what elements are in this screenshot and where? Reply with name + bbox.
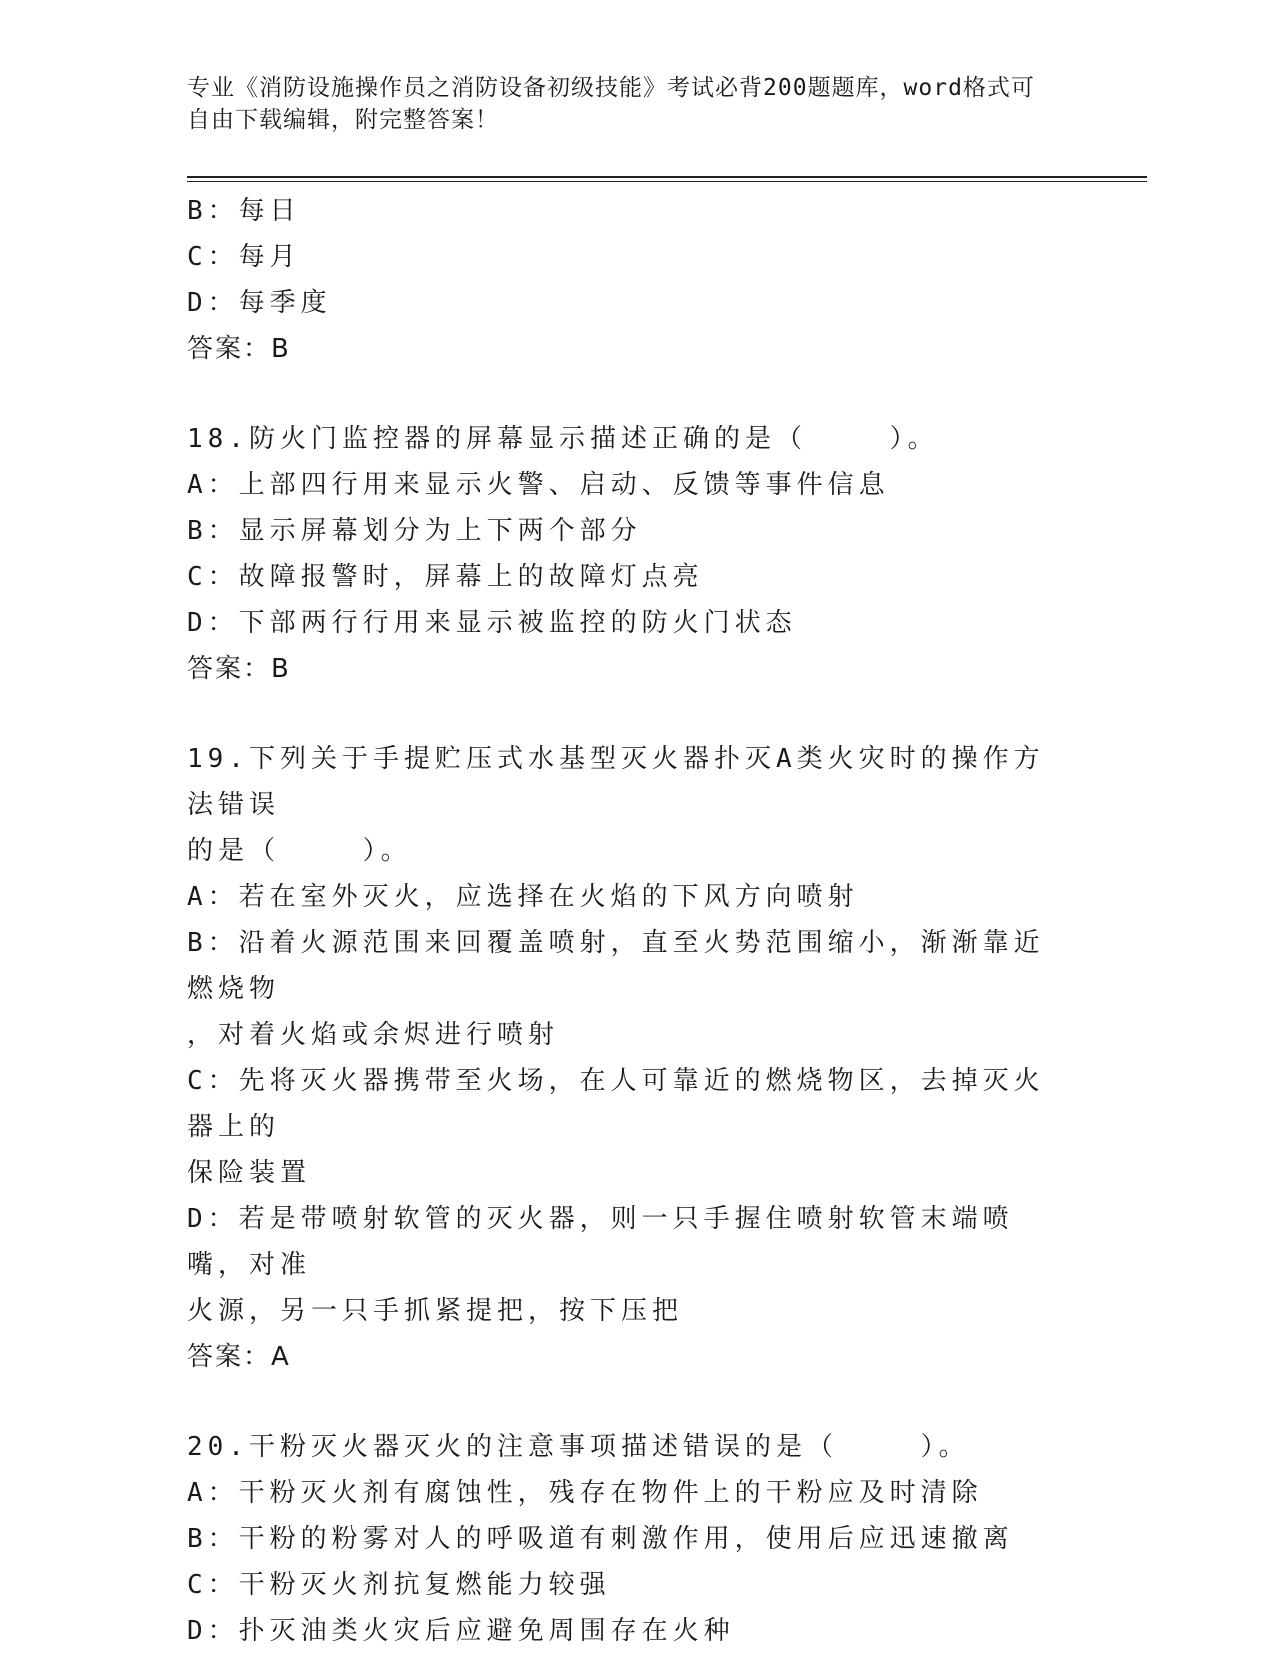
header-title-line-2: 自由下载编辑，附完整答案！ — [187, 107, 499, 133]
option-b-line-1: B：沿着火源范围来回覆盖喷射，直至火势范围缩小，渐渐靠近燃烧物 — [187, 928, 1045, 1004]
header-title-line-1: 专业《消防设施操作员之消防设备初级技能》考试必背200题题库，word格式可 — [187, 75, 1035, 101]
document-header — [187, 72, 1067, 136]
option-c: C：每月 — [187, 242, 301, 272]
option-c: C：故障报警时，屏幕上的故障灯点亮 — [187, 562, 704, 592]
option-a: A：干粉灭火剂有腐蚀性，残存在物件上的干粉应及时清除 — [187, 1478, 983, 1508]
option-c-line-1: C：先将灭火器携带至火场，在人可靠近的燃烧物区，去掉灭火器上的 — [187, 1066, 1045, 1142]
option-d: D：下部两行行用来显示被监控的防火门状态 — [187, 608, 797, 638]
question-19 — [187, 736, 1067, 1380]
question-list — [187, 188, 1067, 1654]
answer-label: 答案：B — [187, 334, 291, 364]
question-text-line-2: 的是（ ）。 — [187, 836, 412, 866]
option-d: D：每季度 — [187, 288, 332, 318]
option-a: A：上部四行用来显示火警、启动、反馈等事件信息 — [187, 470, 890, 500]
answer-label: 答案：B — [187, 654, 291, 684]
option-c: C：干粉灭火剂抗复燃能力较强 — [187, 1570, 611, 1600]
question-text-line-1: 19.下列关于手提贮压式水基型灭火器扑灭A类火灾时的操作方法错误 — [187, 744, 1045, 820]
option-b-line-2: ，对着火焰或余烬进行喷射 — [187, 1020, 560, 1050]
question-20 — [187, 1424, 1067, 1654]
option-b: B：显示屏幕划分为上下两个部分 — [187, 516, 642, 546]
header-divider-thick — [187, 176, 1147, 178]
option-a: A：若在室外灭火，应选择在火焰的下风方向喷射 — [187, 882, 859, 912]
header-divider-thin — [187, 181, 1147, 182]
question-18 — [187, 416, 1067, 692]
question-text: 18.防火门监控器的屏幕显示描述正确的是（ ）。 — [187, 424, 939, 454]
option-c-line-2: 保险装置 — [187, 1158, 312, 1188]
option-d-line-2: 火源，另一只手抓紧提把，按下压把 — [187, 1296, 684, 1326]
answer-label: 答案：A — [187, 1342, 291, 1372]
question-text: 20.干粉灭火器灭火的注意事项描述错误的是（ ）。 — [187, 1432, 970, 1462]
option-b: B：每日 — [187, 196, 301, 226]
option-d: D：扑灭油类火灾后应避免周围存在火种 — [187, 1616, 735, 1646]
question-17-tail — [187, 188, 1067, 372]
option-d-line-1: D：若是带喷射软管的灭火器，则一只手握住喷射软管末端喷嘴，对准 — [187, 1204, 1014, 1280]
option-b: B：干粉的粉雾对人的呼吸道有刺激作用，使用后应迅速撤离 — [187, 1524, 1014, 1554]
